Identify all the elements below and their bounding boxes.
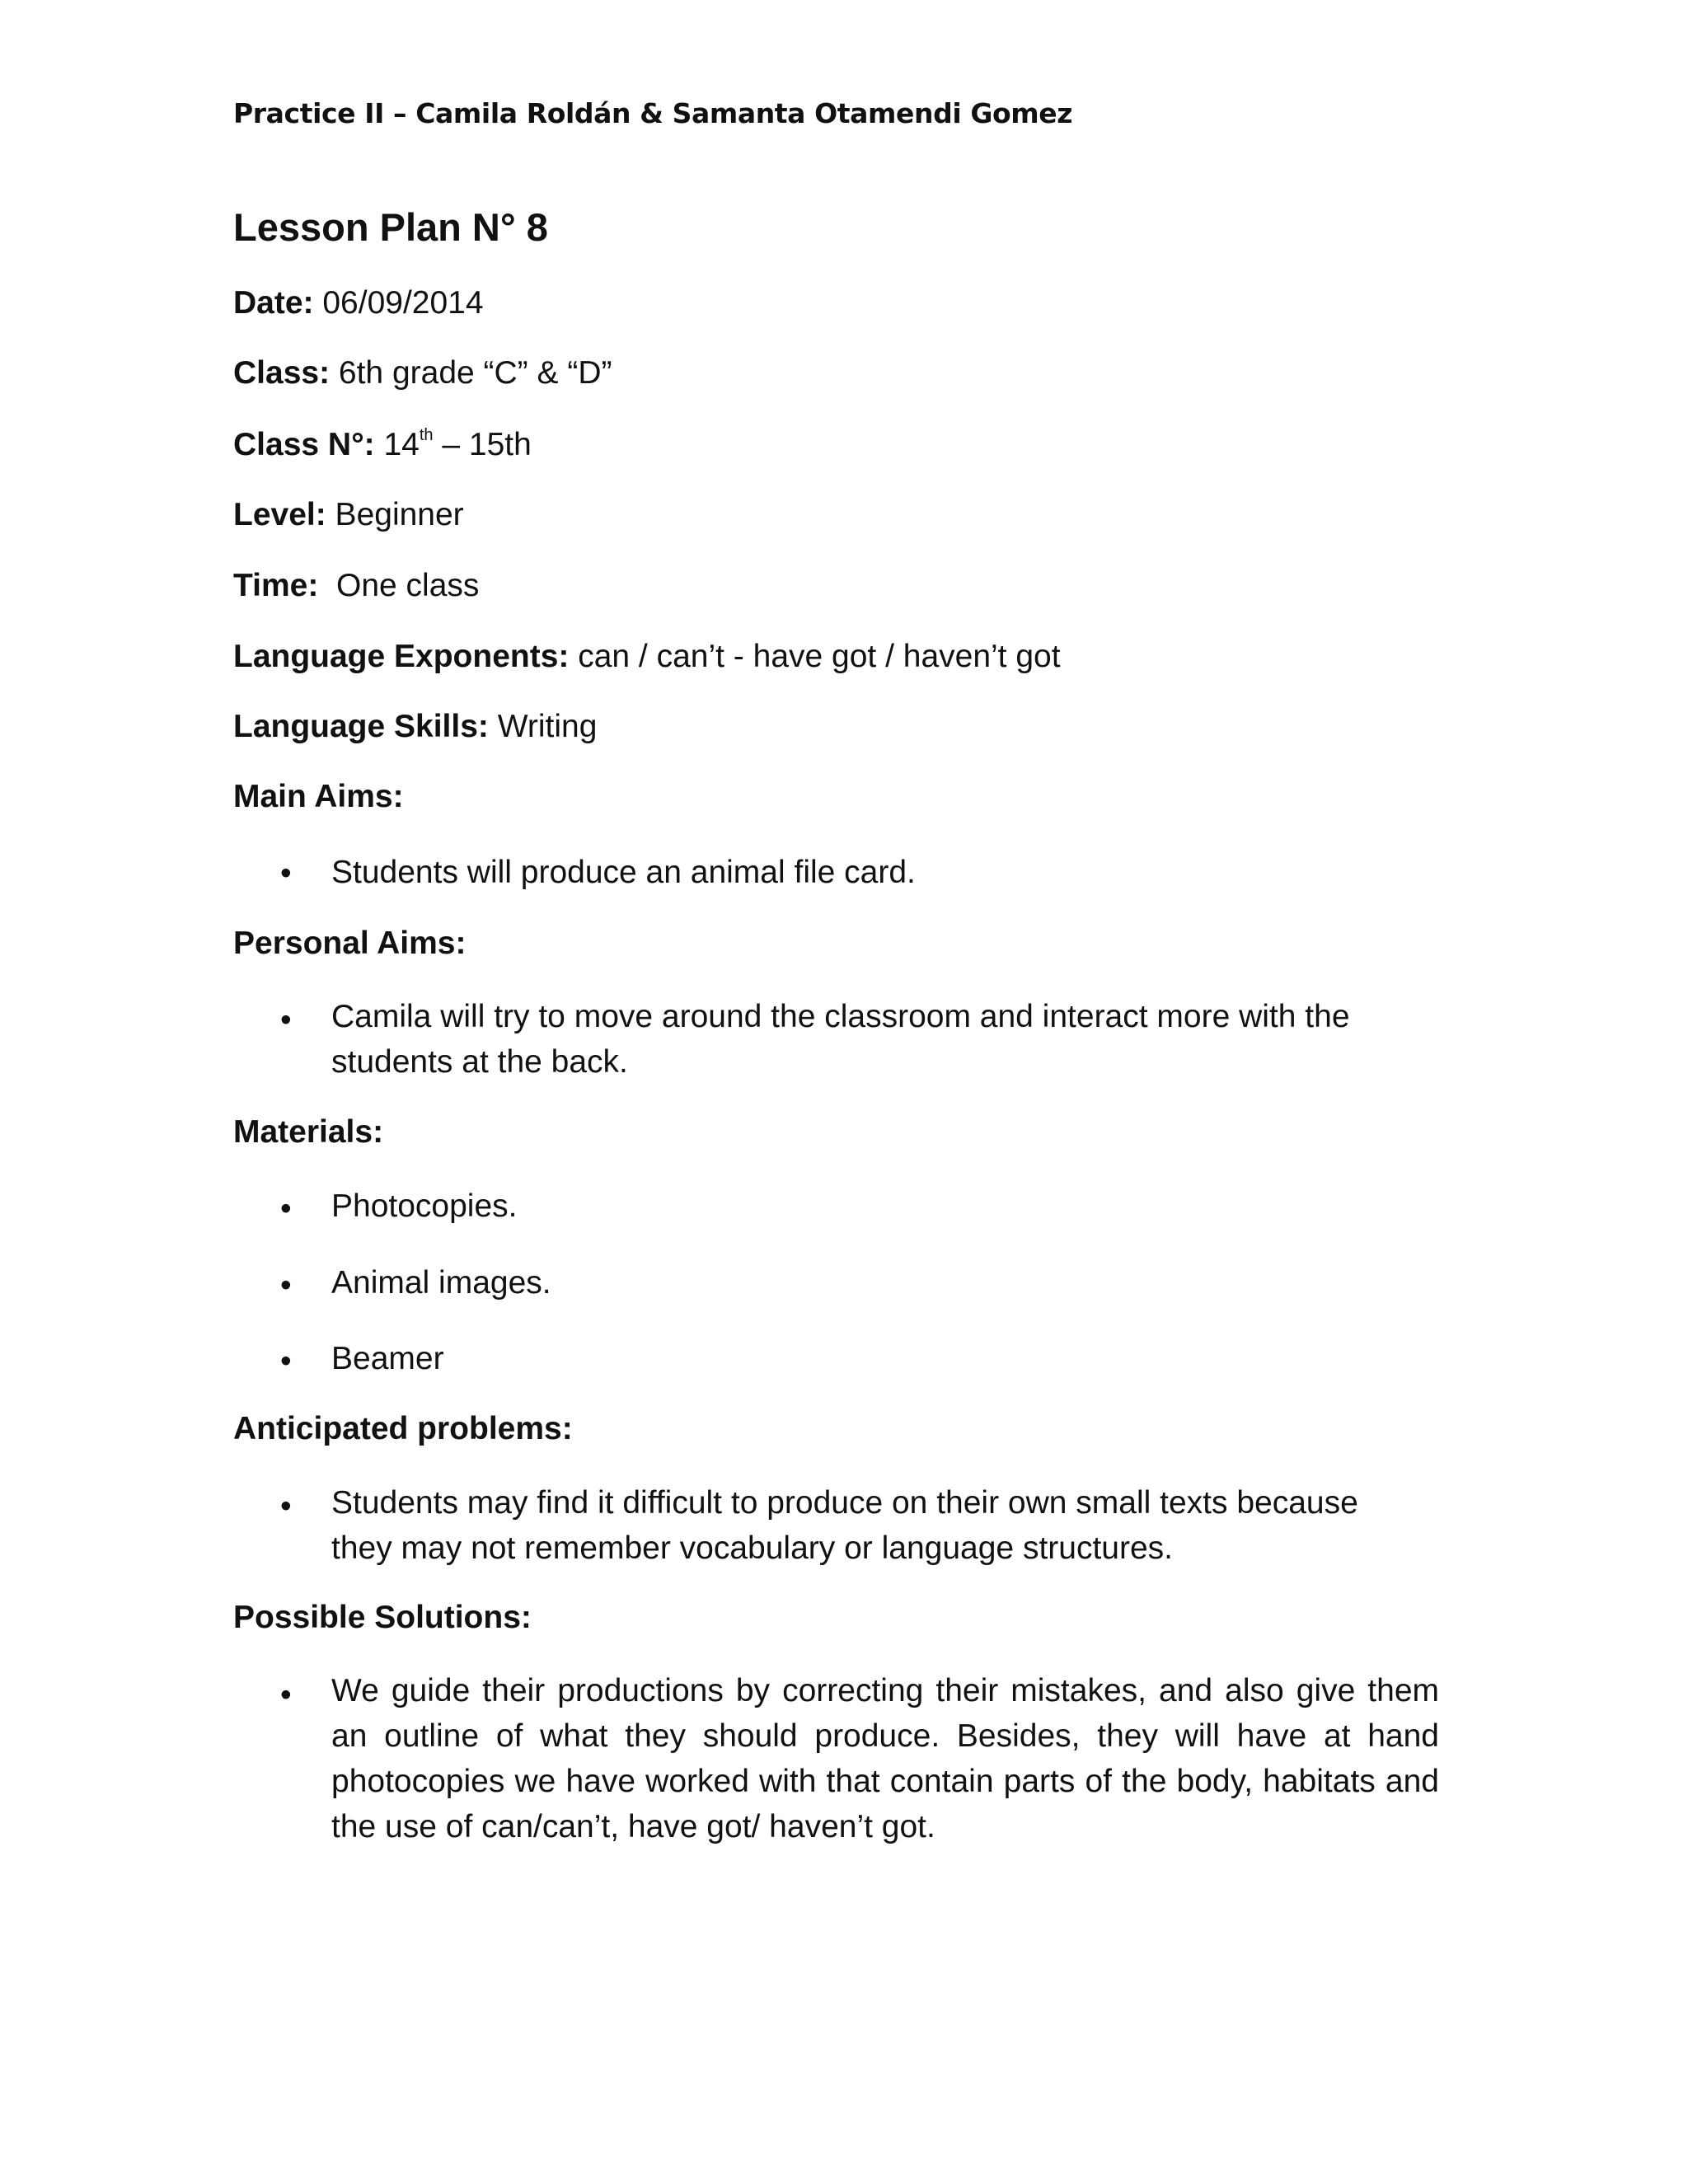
language-exponents-field [233, 638, 1061, 677]
bullet-icon: • [280, 1191, 292, 1226]
bullet-icon: • [280, 1002, 292, 1038]
anticipated-problems-item: Students may find it difficult to produce on their own small texts because they may not remember vocabulary or language structures. [331, 1485, 1358, 1566]
materials-item: Animal images. [331, 1265, 551, 1301]
class-number-field [233, 425, 532, 465]
page-header: Practice II – Camila Roldán & Samanta Otamendi Gomez [233, 97, 1073, 129]
bullet-icon: • [280, 1677, 292, 1713]
time-label: Time: [233, 568, 319, 603]
class-value: 6th grade “C” & “D” [330, 355, 612, 391]
date-field [233, 284, 484, 323]
level-field [233, 496, 464, 535]
bullet-icon: • [280, 855, 292, 891]
materials-item: Photocopies. [331, 1188, 518, 1224]
main-aims-item: Students will produce an animal file card. [331, 855, 916, 890]
materials-item: Beamer [331, 1341, 444, 1376]
language-exponents-value: can / can’t - have got / haven’t got [569, 639, 1061, 674]
main-aims-heading: Main Aims: [233, 779, 404, 814]
class-number-label: Class N°: [233, 427, 375, 462]
lesson-plan-title: Lesson Plan N° 8 [233, 205, 548, 249]
language-skills-value: Writing [488, 709, 598, 744]
materials-heading: Materials: [233, 1114, 384, 1150]
date-value: 06/09/2014 [313, 285, 484, 321]
anticipated-problems-heading: Anticipated problems: [233, 1411, 573, 1446]
class-field [233, 354, 612, 393]
level-value: Beginner [326, 497, 464, 532]
language-skills-field [233, 708, 597, 747]
class-number-superscript: th [419, 426, 434, 444]
time-field [233, 567, 479, 606]
level-label: Level: [233, 497, 326, 532]
bullet-icon: • [280, 1343, 292, 1379]
class-number-value-prefix: 14 [374, 427, 420, 462]
language-exponents-label: Language Exponents: [233, 639, 570, 674]
bullet-icon: • [280, 1268, 292, 1303]
language-skills-label: Language Skills: [233, 709, 489, 744]
class-label: Class: [233, 355, 331, 391]
possible-solutions-item: We guide their productions by correcting their mistakes, and also give them an outline of what they should produce. Besides, they will have at hand photocopies we have worked with that contain parts of the body, habitats and the use of can/can’t, have got/ haven’t got. [331, 1673, 1439, 1844]
date-label: Date: [233, 285, 314, 321]
personal-aims-heading: Personal Aims: [233, 926, 467, 961]
time-value: One class [318, 568, 480, 603]
class-number-value-suffix: – 15th [433, 427, 532, 462]
personal-aims-item: Camila will try to move around the classroom and interact more with the students at the back. [331, 999, 1350, 1080]
bullet-icon: • [280, 1488, 292, 1524]
possible-solutions-heading: Possible Solutions: [233, 1600, 532, 1635]
